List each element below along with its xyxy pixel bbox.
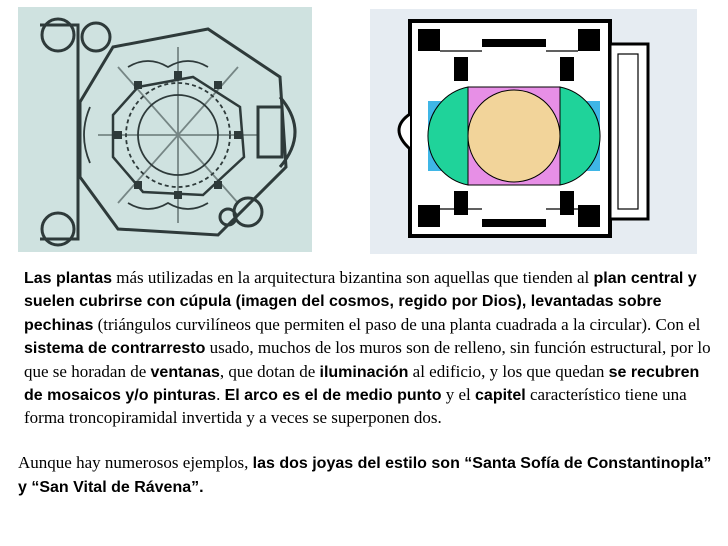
paragraph-2 <box>18 452 718 499</box>
text-span: , que dotan de <box>219 361 320 381</box>
text-span: usado, muchos de los muros son de relleno, sin función estructural, por lo que se horadan de <box>24 338 711 381</box>
text-bold: Las plantas <box>24 270 113 287</box>
paragraph-1 <box>18 267 718 430</box>
text-bold: se recubren de mosaicos y/o pinturas <box>24 363 700 405</box>
san-vital-floor-plan <box>18 7 312 252</box>
text-bold: sistema de contrarresto <box>24 340 206 358</box>
text-bold: El arco es el de medio punto <box>224 387 442 405</box>
text-span: Aunque hay numerosos ejemplos, <box>18 453 253 473</box>
santa-sofia-plan-drawing <box>370 9 697 254</box>
text-span: y el <box>441 385 476 405</box>
santa-sofia-floor-plan <box>370 9 697 254</box>
text-span: al edificio, y los que quedan <box>408 361 609 381</box>
text-span: (triángulos curvilíneos que permiten el paso de una planta cuadrada a la circular). Con el <box>93 314 701 334</box>
text-bold: iluminación <box>319 363 409 381</box>
text-bold: las dos joyas del estilo son “Santa Sofía de Constantinopla” y “San Vital de Rávena”. <box>18 455 712 496</box>
text-bold: ventanas <box>150 363 220 381</box>
text-bold: plan central y suelen cubrirse con cúpula (imagen del cosmos, regido por Dios), levantadas sobre pechinas <box>24 270 697 334</box>
text-span: característico tiene una forma troncopiramidal invertida y a veces se superponen dos. <box>24 385 687 428</box>
text-span: . <box>216 385 225 405</box>
body-text <box>18 267 718 499</box>
text-span: más utilizadas en la arquitectura bizantina son aquellas que tienden al <box>112 268 594 287</box>
san-vital-plan-drawing <box>18 7 312 252</box>
text-bold: capitel <box>475 387 526 405</box>
